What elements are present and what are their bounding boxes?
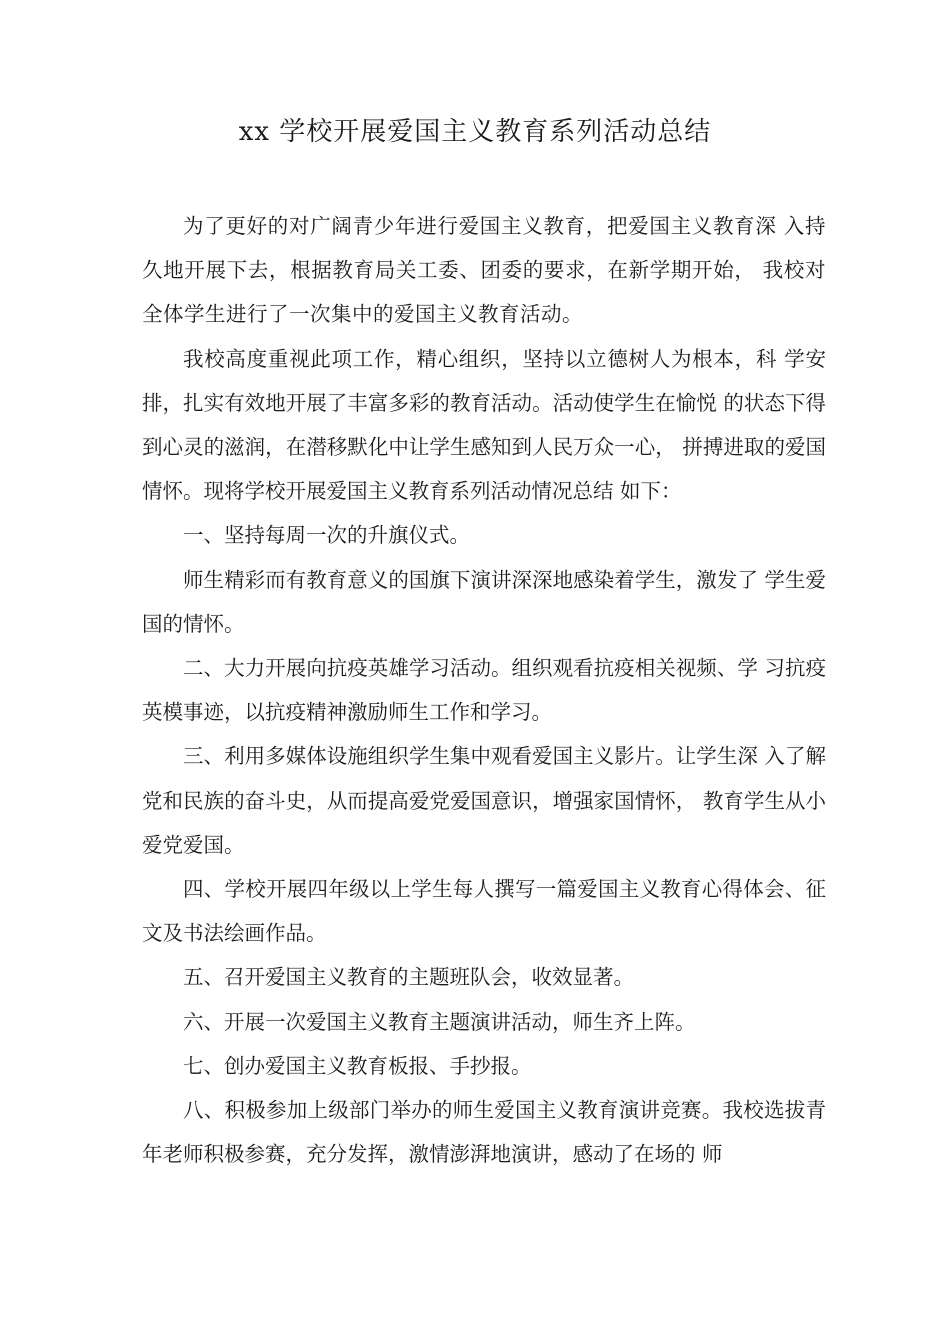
- paragraph-item-1-detail: 师生精彩而有教育意义的国旗下演讲深深地感染着学生，激发了 学生爱国的情怀。: [142, 567, 826, 636]
- paragraph-item-2: 二、大力开展向抗疫英雄学习活动。组织观看抗疫相关视频、学 习抗疫英模事迹，以抗疫精神激励师生工作和学习。: [142, 656, 826, 725]
- paragraph-item-6: 六、开展一次爱国主义教育主题演讲活动，师生齐上阵。: [183, 1009, 696, 1034]
- paragraph-item-8: 八、积极参加上级部门举办的师生爱国主义教育演讲竞赛。我校选拔青年老师积极参赛，充分发挥，激情澎湃地演讲，感动了在场的 师: [142, 1098, 826, 1167]
- paragraph-item-7: 七、创办爱国主义教育板报、手抄报。: [183, 1053, 532, 1078]
- paragraph-overview: 我校高度重视此项工作，精心组织，坚持以立德树人为根本，科 学安排，扎实有效地开展了丰富多彩的教育活动。活动使学生在愉悦 的状态下得到心灵的滋润，在潜移默化中让学生感知到人民万众一心， 拼搏进取的爱国情怀。现将学校开展爱国主义教育系列活动情况总结 如下：: [142, 346, 826, 504]
- paragraph-item-4: 四、学校开展四年级以上学生每人撰写一篇爱国主义教育心得体会、征文及书法绘画作品。: [142, 877, 826, 946]
- document-body: [142, 204, 826, 1176]
- paragraph-item-1: 一、坚持每周一次的升旗仪式。: [183, 523, 470, 548]
- paragraph-intro: 为了更好的对广阔青少年进行爱国主义教育，把爱国主义教育深 入持久地开展下去，根据教育局关工委、团委的要求，在新学期开始， 我校对全体学生进行了一次集中的爱国主义教育活动。: [142, 214, 826, 327]
- paragraph-item-5: 五、召开爱国主义教育的主题班队会，收效显著。: [183, 965, 634, 990]
- paragraph-item-3: 三、利用多媒体设施组织学生集中观看爱国主义影片。让学生深 入了解党和民族的奋斗史，从而提高爱党爱国意识，增强家国情怀， 教育学生从小爱党爱国。: [142, 744, 826, 857]
- document-title: xx 学校开展爱国主义教育系列活动总结: [238, 117, 712, 147]
